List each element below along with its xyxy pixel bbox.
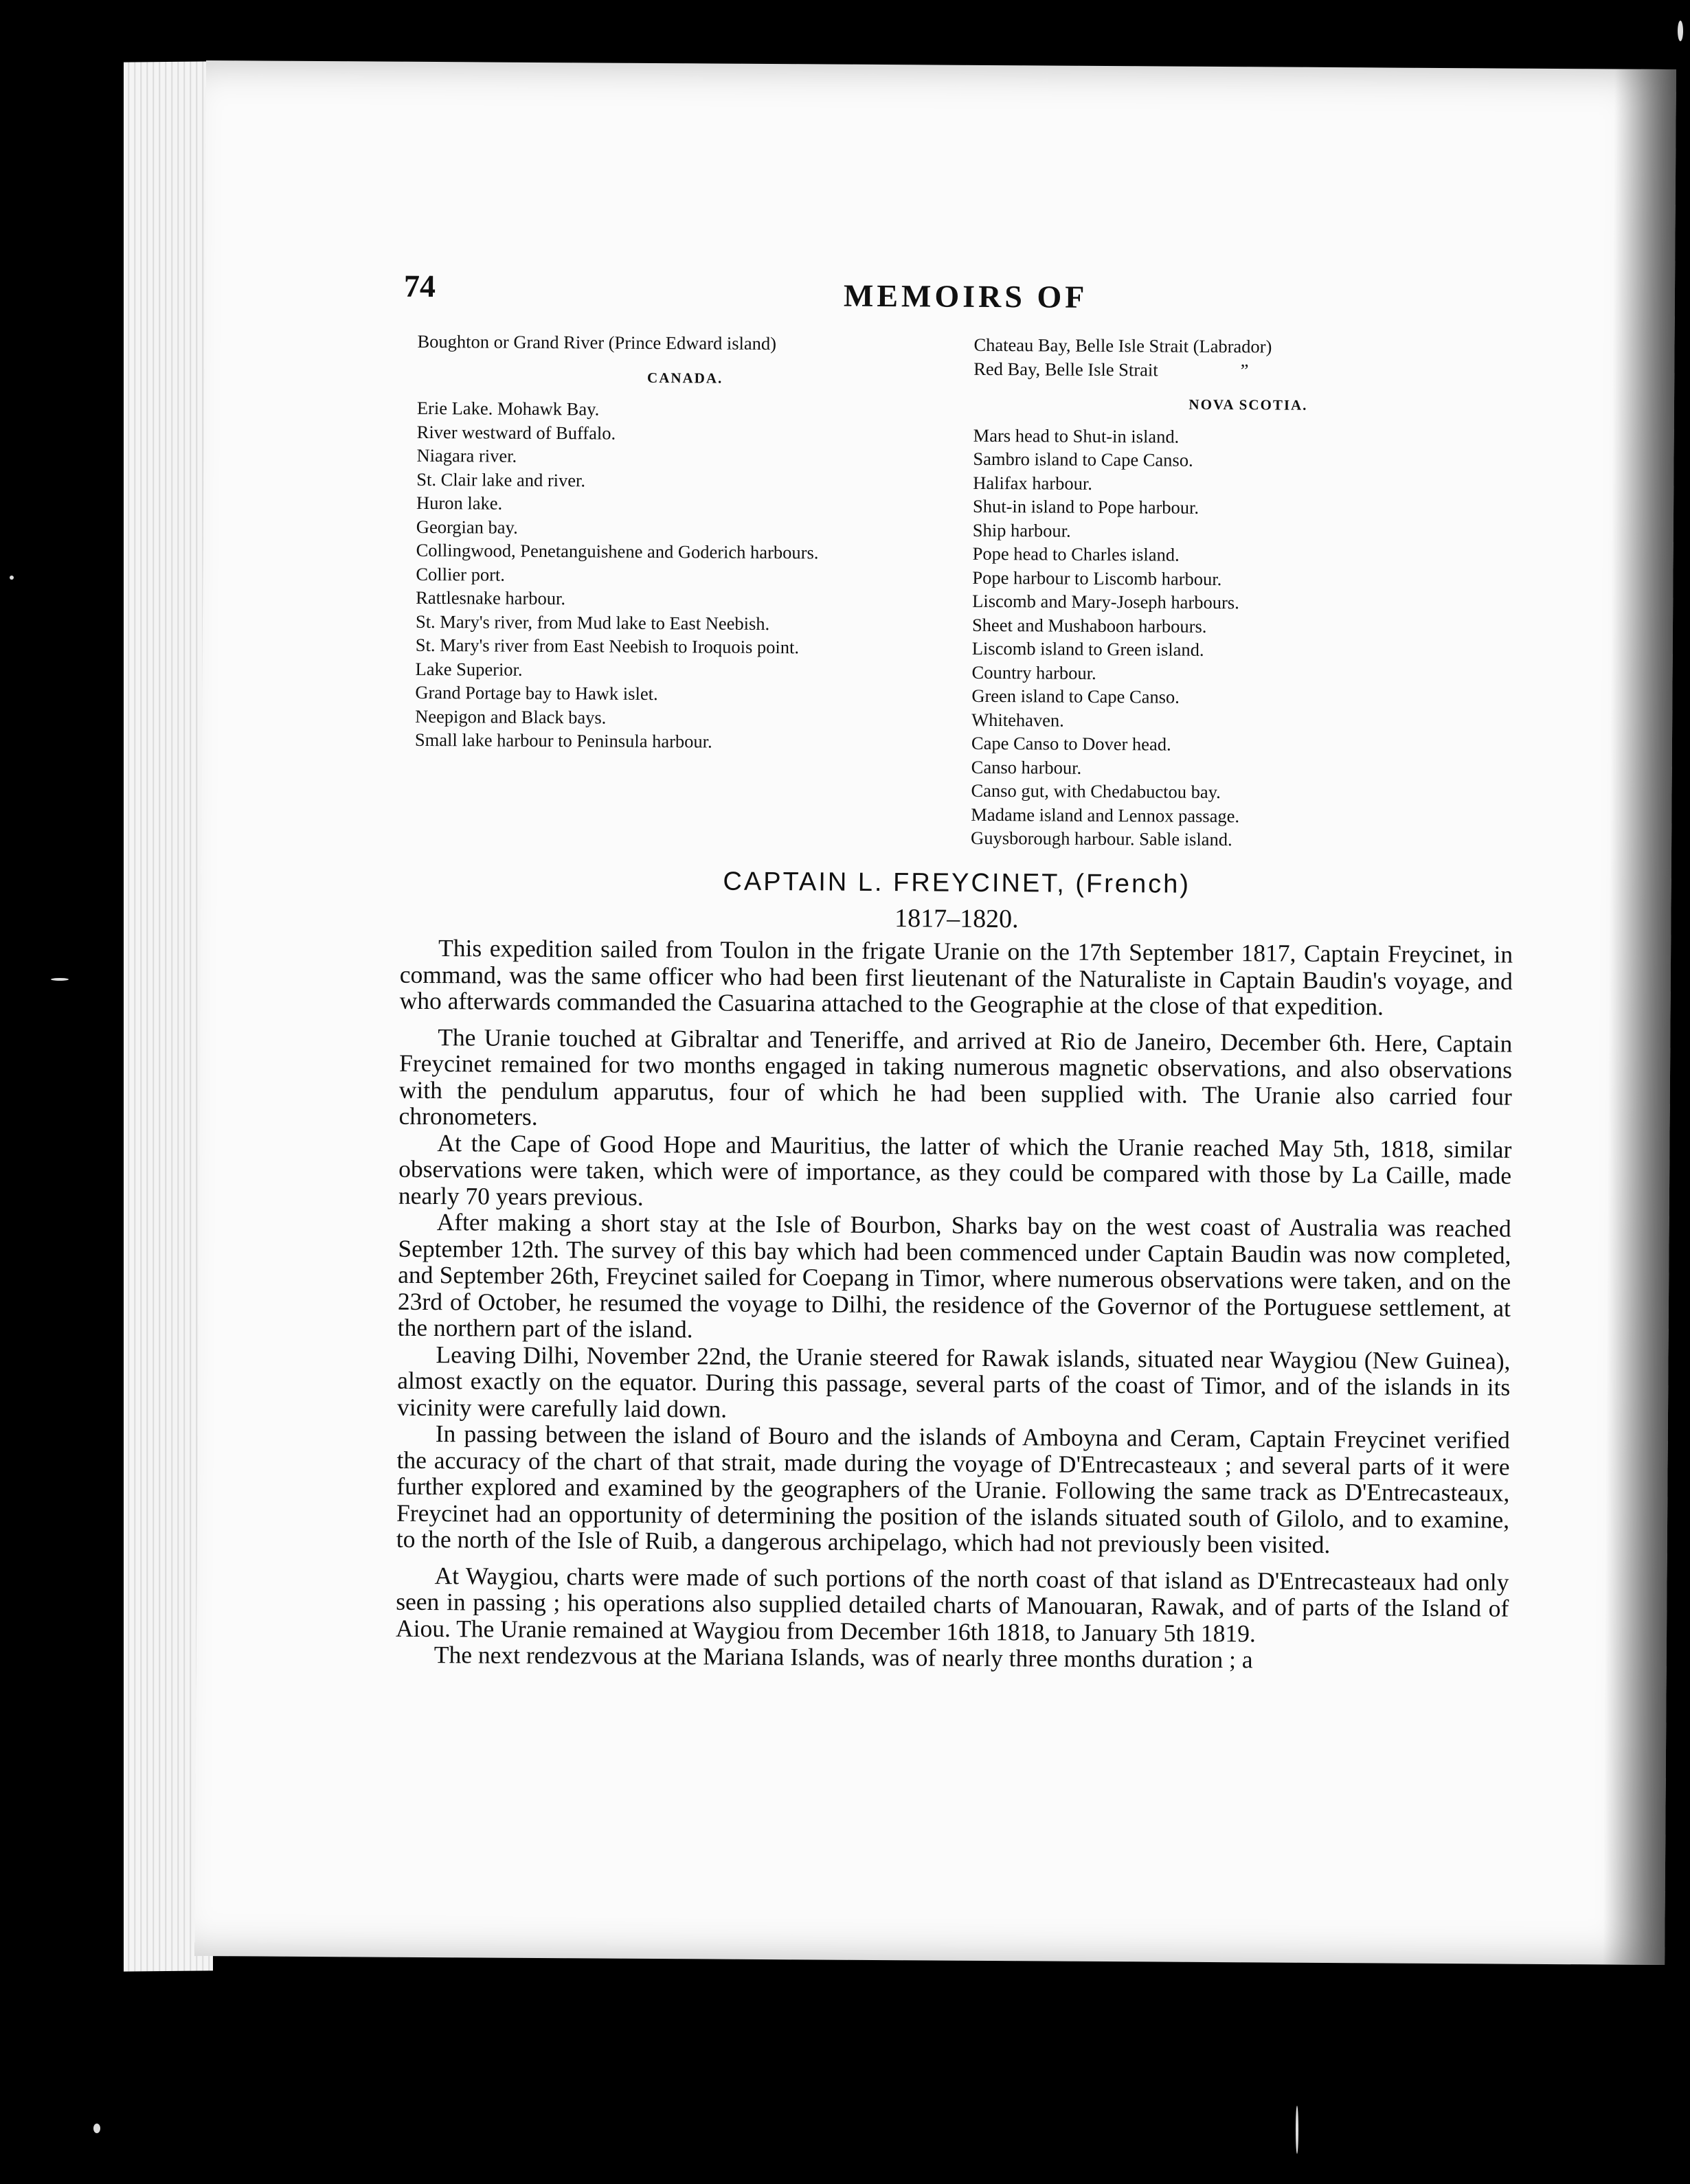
list-item: Neepigon and Black bays. xyxy=(415,705,607,728)
list-item: Canso gut, with Chedabuctou bay. xyxy=(971,780,1221,803)
list-item: Collier port. xyxy=(416,563,506,585)
ditto-mark: ” xyxy=(1240,359,1249,380)
list-item: Pope harbour to Liscomb harbour. xyxy=(972,567,1222,589)
scan-speck xyxy=(1296,2106,1298,2154)
paragraph: The next rendezvous at the Mariana Islands, was of nearly three months duration ; a xyxy=(433,1641,1253,1674)
paragraph: This expedition sailed from Toulon in the frigate Uranie on the 17th September 1817, Captain Freycinet, in command, was the same officer who had been first lieutenant of the Naturaliste in Captain Baudin's voyage, and who afterwards commanded the Casuarina attached to the Geographie at the close of that expedition. xyxy=(399,934,1513,1021)
page-shadow xyxy=(1603,69,1676,1965)
list-item: Halifax harbour. xyxy=(973,472,1093,494)
list-item: Mars head to Shut-in island. xyxy=(973,424,1180,447)
page-content xyxy=(396,268,1517,1674)
list-item: Green island to Cape Canso. xyxy=(971,685,1180,707)
right-column xyxy=(971,333,1524,853)
paragraph: Leaving Dilhi, November 22nd, the Uranie steered for Rawak islands, situated near Waygiou (New Guinea), almost exactly on the equator. During this passage, several parts of the coast of Timor, and of the islands in its vicinity were carefully laid down. xyxy=(396,1340,1511,1423)
canada-heading: CANADA. xyxy=(646,369,723,387)
paragraph: In passing between the island of Bouro and the islands of Amboyna and Ceram, Captain Freycinet verified the accuracy of the chart of that strait, made during the voyage of D'Entrecasteaux ; and several parts of it were further explored and examined by the geographers of the Uranie. Following the same track as D'Entrecasteaux, Freycinet had an opportunity of determining the position of the islands situated south of Gilolo, and to examine, to the north of the Isle of Ruib, a dangerous archipelago, which had not previously been visited. xyxy=(396,1420,1510,1559)
scan-speck xyxy=(1678,21,1683,41)
paragraph: At the Cape of Good Hope and Mauritius, the latter of which the Uranie reached May 5th, 1818, similar observations were taken, which were of importance, as they could be compared with those by La Caille, made nearly 70 years previous. xyxy=(398,1128,1512,1211)
running-title: MEMOIRS OF xyxy=(843,277,1088,315)
paragraph: After making a short stay at the Isle of Bourbon, Sharks bay on the west coast of Australia was reached September 12th. The survey of this bay which had been commenced under Captain Baudin was now completed, and September 26th, Freycinet sailed for Coepang in Timor, where numerous observations were taken, and on the 23rd of October, he resumed the voyage to Dilhi, the residence of the Governor of the Portuguese settlement, at the northern part of the island. xyxy=(397,1208,1511,1343)
body-text xyxy=(396,935,1513,1674)
list-item: River westward of Buffalo. xyxy=(416,421,616,444)
scan-speck xyxy=(10,576,14,580)
list-item: Guysborough harbour. Sable island. xyxy=(971,827,1232,850)
list-item: Small lake harbour to Peninsula harbour. xyxy=(414,729,712,752)
list-item: Liscomb island to Green island. xyxy=(971,637,1204,660)
list-item: Georgian bay. xyxy=(416,516,518,538)
list-item: Huron lake. xyxy=(416,492,503,514)
right-intro-line xyxy=(973,356,1523,383)
list-item: Sheet and Mushaboon harbours. xyxy=(971,614,1207,637)
list-item: Sambro island to Cape Canso. xyxy=(973,448,1193,470)
left-column xyxy=(415,330,954,755)
list-item: Ship harbour. xyxy=(972,519,1071,541)
list-item: St. Clair lake and river. xyxy=(416,468,586,490)
list-item: Erie Lake. Mohawk Bay. xyxy=(416,397,600,420)
page-header xyxy=(404,268,1517,330)
list-item: Whitehaven. xyxy=(971,709,1064,731)
list-item: Pope head to Charles island. xyxy=(972,543,1180,565)
page-number: 74 xyxy=(403,268,436,304)
section-title: CAPTAIN L. FREYCINET, (French) xyxy=(723,867,1191,899)
left-intro-line: Boughton or Grand River (Prince Edward island) xyxy=(417,330,777,354)
right-intro-text: Red Bay, Belle Isle Strait xyxy=(973,358,1158,380)
list-item: Grand Portage bay to Hawk islet. xyxy=(415,681,658,705)
list-item: Liscomb and Mary-Joseph harbours. xyxy=(972,590,1239,613)
chart-lists xyxy=(401,330,1517,865)
list-item: Madame island and Lennox passage. xyxy=(971,804,1240,826)
list-item: Lake Superior. xyxy=(415,658,523,680)
list-item: Shut-in island to Pope harbour. xyxy=(972,495,1199,518)
nova-scotia-heading: NOVA SCOTIA. xyxy=(1188,396,1308,413)
list-item: St. Mary's river from East Neebish to Iroquois point. xyxy=(415,634,800,658)
list-item: Collingwood, Penetanguishene and Goderich harbours. xyxy=(416,539,819,563)
paragraph: At Waygiou, charts were made of such portions of the north coast of that island as D'Entrecasteaux had only seen in passing ; his operations also supplied detailed charts of Manouaran, Rawak, and of parts of the Island of Aiou. The Uranie remained at Waygiou from December 16th 1818, to January 5th 1819. xyxy=(395,1561,1509,1647)
section-dates: 1817–1820. xyxy=(894,904,1019,934)
right-intro-line: Chateau Bay, Belle Isle Strait (Labrador) xyxy=(973,334,1272,357)
book-page xyxy=(194,60,1676,1965)
scan-speck xyxy=(93,2124,100,2133)
scan-speck xyxy=(51,978,69,981)
list-item: Rattlesnake harbour. xyxy=(416,587,566,609)
list-item: Canso harbour. xyxy=(971,756,1082,778)
list-item: Country harbour. xyxy=(971,661,1096,683)
paragraph: The Uranie touched at Gibraltar and Teneriffe, and arrived at Rio de Janeiro, December 6th. Here, Captain Freycinet remained for two months engaged in taking numerous magnetic observations, and also observations with the pendulum apparutus, four of which he had been supplied with. The Uranie also carried four chronometers. xyxy=(398,1023,1513,1130)
list-item: St. Mary's river, from Mud lake to East Neebish. xyxy=(415,611,770,634)
list-item: Cape Canso to Dover head. xyxy=(971,732,1171,755)
list-item: Niagara river. xyxy=(416,444,517,466)
